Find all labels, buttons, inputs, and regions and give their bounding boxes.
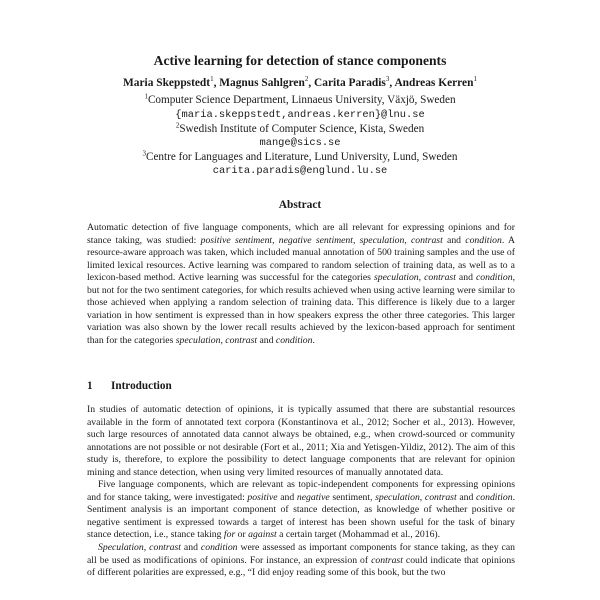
text-run: Automatic detection of five language components, which are all relevant for expressing opinions and for stance taking, was studied:: [87, 222, 515, 246]
italic-term: positive: [247, 491, 278, 503]
text-run: ,: [272, 234, 279, 246]
section-title: Introduction: [111, 380, 172, 392]
text-run: were assessed as important components for stance taking, as they can all be used as modifications of opinions. For instance, an expression of: [87, 542, 515, 566]
italic-term: Speculation: [98, 542, 144, 554]
text-run: In studies of automatic detection of opinions, it is typically assumed that there are substantial resources available in the form of annotated text corpora (Konstantinova et al., 2012; Socher et al., 2013). However, such large resources of annotated data cannot always be obtained, e.g., when crowd-sourced or community annotations are not possible or not desirable (Fort et al., 2011; Xia and Yetisgen-Yildiz, 2012). The aim of this study is, therefore, to explore the possibility to detect language components that are relevant for opinion mining and stance detection, when using very limited resources of manually annotated data.: [87, 404, 515, 478]
text-run: and: [277, 491, 297, 503]
paper-title: Active learning for detection of stance components: [153, 53, 447, 68]
text-run: and: [456, 491, 476, 503]
text-run: and: [180, 542, 201, 554]
author-name: Magnus Sahlgren: [219, 77, 305, 89]
section-number: 1: [87, 380, 93, 392]
italic-term: speculation: [359, 234, 405, 246]
italic-term: for: [223, 529, 236, 541]
text-run: ,: [143, 542, 150, 554]
italic-term: contrast: [225, 334, 258, 346]
abstract-text: [87, 222, 515, 347]
author-name: Carita Paradis: [314, 77, 386, 89]
text-run: and: [442, 234, 466, 246]
author-name: Maria Skeppstedt: [123, 77, 211, 89]
italic-term: contrast: [371, 554, 403, 566]
italic-term: condition: [475, 491, 513, 503]
italic-term: condition: [475, 272, 513, 284]
author-affiliation-mark: 2: [304, 75, 309, 84]
text-run: ,: [220, 334, 226, 346]
italic-term: contrast: [424, 491, 457, 503]
italic-term: speculation: [375, 491, 420, 503]
italic-term: speculation: [175, 334, 221, 346]
paragraph: [87, 404, 515, 479]
text-run: , but not for the two sentiment categories, for which results achieved when using active learning were similar to those achieved when applying a random selection of training data. This difference is likely due to a larger variation in how sentiment is expressed than in how speakers express the other three categories. This larger variation was also shown by the lower recall results achieved by the lexicon-based approach for sentiment than for the categories: [87, 272, 515, 346]
author-affiliation-mark: 1: [473, 75, 477, 84]
text-run: could indicate that opinions of different polarities are expressed, e.g., “I did enjoy reading some of this book, but the two: [87, 554, 515, 579]
italic-term: condition: [275, 334, 313, 346]
affiliation-3: $^3$Centre for Languages and Literature, Lund University, Lund, Sweden: [142, 149, 458, 163]
text-run: ,: [419, 491, 425, 503]
text-run: Five language components, which are relevant as topic-independent components for expressing opinions and for stance taking, were investigated:: [87, 479, 515, 503]
text-run: ,: [418, 272, 425, 284]
text-run: a certain target (Mohammad et al., 2016).: [276, 529, 441, 541]
author-affiliation-mark: 3: [385, 75, 390, 84]
paragraph: [87, 542, 515, 580]
text-run: . Sentiment analysis is an important component of stance detection, as knowledge of whether positive or negative sentiment is expressed towards a target of interest has been shown useful for the task of binary stance detection, i.e., stance taking: [87, 491, 515, 541]
italic-term: against: [248, 529, 277, 541]
italic-term: contrast: [149, 542, 181, 554]
text-run: . A resource-aware approach was taken, which included manual annotation of 500 training samples and the use of limited lexical resources. Active learning was compared to random selection of training data, as well as to a lexicon-based method. Active learning was successful for the categories: [87, 234, 515, 284]
author-list: [0, 77, 600, 89]
italic-term: contrast: [411, 234, 443, 246]
italic-term: contrast: [424, 272, 456, 284]
italic-term: condition: [465, 234, 502, 246]
italic-term: negative sentiment: [278, 234, 353, 246]
italic-term: speculation: [373, 272, 419, 284]
author-name: Andreas Kerren: [394, 77, 474, 89]
affiliation-2-email[interactable]: mange@sics.se: [259, 137, 341, 149]
italic-term: condition: [200, 542, 238, 554]
text-run: ,: [352, 234, 360, 246]
text-run: and: [257, 334, 276, 346]
italic-term: negative: [296, 491, 330, 503]
text-run: sentiment,: [329, 491, 376, 503]
author-separator: ,: [308, 77, 315, 89]
author-separator: ,: [213, 77, 220, 89]
affiliation-3-email[interactable]: carita.paradis@englund.lu.se: [212, 165, 388, 177]
author-separator: ,: [389, 77, 395, 89]
introduction-body: [87, 404, 515, 580]
affiliation-1: $^1$Computer Science Department, Linnaeus University, Växjö, Sweden: [144, 92, 456, 106]
affiliation-2: $^2$Swedish Institute of Computer Science, Kista, Sweden: [175, 121, 425, 135]
text-run: and: [455, 272, 476, 284]
italic-term: positive sentiment: [200, 234, 273, 246]
text-run: ,: [404, 234, 411, 246]
text-run: or: [235, 529, 249, 541]
affiliation-1-email[interactable]: {maria.skeppstedt,andreas.kerren}@lnu.se: [175, 109, 425, 121]
section-heading: [87, 380, 172, 392]
paragraph: [87, 479, 515, 542]
text-run: .: [312, 334, 315, 346]
abstract-heading: Abstract: [278, 199, 322, 211]
author-affiliation-mark: 1: [210, 75, 214, 84]
